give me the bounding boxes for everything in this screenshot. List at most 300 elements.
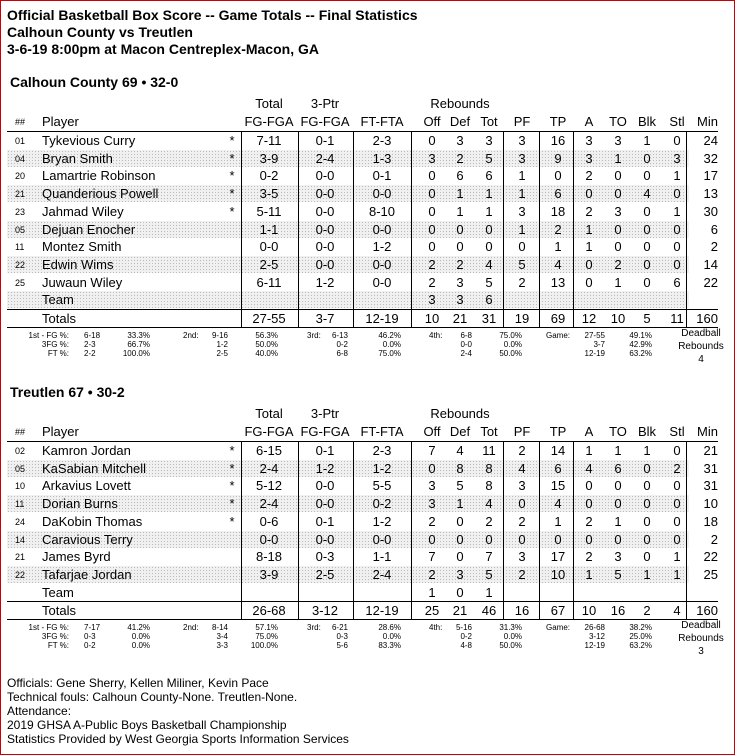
total-blk: 2 [643, 603, 651, 619]
cell-tp: 2-5 [315, 566, 335, 582]
split-2nd-made: 8-14 [211, 623, 228, 633]
cell-off: 0 [428, 203, 436, 219]
cell-def: 3 [456, 133, 464, 148]
cell-tot: 0 [485, 221, 493, 237]
totals-divider [7, 601, 718, 602]
column-header: PF [513, 114, 531, 129]
cell-name: DaKobin Thomas [42, 513, 143, 529]
cell-to: 1 [614, 150, 622, 166]
column-header: FT-FTA [360, 424, 404, 439]
cell-off: 0 [428, 133, 436, 148]
cell-fg: 3-5 [259, 186, 279, 202]
cell-name: Juwaun Wiley [42, 274, 123, 290]
cell-tot: 5 [485, 274, 493, 290]
cell-def: 2 [456, 256, 464, 272]
cell-min: 2 [710, 531, 718, 547]
column-divider [573, 131, 574, 327]
cell-to: 1 [614, 443, 622, 458]
column-divider [686, 131, 687, 327]
cell-min: 22 [703, 549, 718, 565]
cell-fg: 5-11 [256, 203, 282, 219]
cell-def: 1 [456, 186, 464, 202]
cell-st: * [229, 443, 235, 458]
cell-fg: 7-11 [256, 133, 282, 148]
cell-stl: 2 [673, 460, 681, 476]
cell-tot: 4 [485, 256, 493, 272]
split-2nd-pct: 75.0% [255, 632, 278, 642]
cell-st: * [229, 168, 235, 184]
column-header: FG-FGA [300, 114, 350, 129]
split-label: 3FG %: [41, 340, 69, 349]
cell-tp: 0-0 [315, 531, 335, 547]
cell-off: 0 [428, 460, 436, 476]
attendance: Attendance: [7, 704, 72, 718]
total-to: 16 [610, 603, 626, 619]
cell-a: 1 [585, 566, 593, 582]
column-header: FG-FGA [244, 114, 294, 129]
cell-off: 2 [428, 274, 436, 290]
cell-ft: 1-2 [372, 239, 392, 255]
cell-min: 32 [703, 150, 718, 166]
cell-tot: 6 [485, 292, 493, 308]
officials: Officials: Gene Sherry, Kellen Miliner, Kevin Pace [7, 676, 269, 690]
cell-ft: 5-5 [372, 478, 392, 494]
column-divider [503, 441, 504, 619]
cell-no: 11 [15, 499, 25, 510]
total-tp: 3-7 [315, 311, 335, 326]
cell-tp: 0-0 [315, 239, 335, 255]
split-1st-made: 6-18 [84, 331, 101, 340]
cell-tp: 0-1 [315, 513, 335, 529]
cell-pf: 1 [518, 221, 526, 237]
totals-label: Totals [42, 603, 76, 619]
column-header: Stl [669, 424, 685, 439]
team-title: Calhoun County 69 • 32-0 [10, 74, 179, 90]
period-label: Game: [546, 623, 571, 633]
cell-name: Lamartrie Robinson [42, 168, 156, 184]
cell-min: 31 [703, 460, 718, 476]
cell-st: * [229, 186, 235, 202]
cell-stl: 1 [673, 168, 681, 184]
split-3rd-pct: 75.0% [378, 349, 401, 358]
cell-st: * [229, 478, 235, 494]
column-header: TO [609, 114, 627, 129]
cell-to: 1 [614, 274, 622, 290]
cell-to: 5 [614, 566, 622, 582]
cell-fg: 2-4 [259, 460, 279, 476]
cell-no: 25 [15, 277, 26, 288]
split-1st-pct: 66.7% [127, 340, 150, 349]
cell-tp: 0-0 [315, 256, 335, 272]
split-3rd-made: 6-8 [336, 349, 348, 358]
total-tot: 46 [481, 603, 497, 619]
split-3rd-made: 6-21 [331, 623, 348, 633]
split-3rd-pct: 28.6% [378, 623, 401, 633]
cell-tot: 3 [485, 133, 493, 148]
split-2nd-made: 3-3 [216, 641, 228, 651]
cell-name: Edwin Wims [42, 256, 114, 272]
cell-fg: 0-0 [259, 531, 279, 547]
cell-tot: 5 [485, 150, 493, 166]
cell-a: 3 [585, 150, 593, 166]
cell-blk: 0 [643, 239, 651, 255]
cell-off: 0 [428, 186, 436, 202]
cell-off: 3 [428, 478, 436, 494]
column-header: Def [449, 424, 471, 439]
cell-to: 0 [614, 221, 622, 237]
cell-tot: 8 [485, 460, 493, 476]
cell-def: 1 [456, 496, 464, 512]
cell-to: 0 [614, 168, 622, 184]
cell-fg: 0-2 [259, 168, 279, 184]
game-datetime: 3-6-19 8:00pm at Macon Centreplex-Macon, GA [7, 41, 319, 57]
cell-def: 8 [456, 460, 464, 476]
cell-to: 0 [614, 239, 622, 255]
cell-pts: 17 [550, 549, 566, 565]
cell-pts: 18 [550, 203, 566, 219]
column-header: TO [609, 424, 627, 439]
cell-st: * [229, 203, 235, 219]
cell-def: 3 [456, 566, 464, 582]
cell-pf: 2 [518, 443, 526, 458]
split-2nd-made: 1-2 [216, 340, 228, 349]
total-stl: 11 [670, 311, 684, 326]
column-header: ## [15, 427, 26, 437]
total-off: 10 [424, 311, 440, 326]
cell-pf: 2 [518, 274, 526, 290]
split-1st-pct: 33.3% [127, 331, 150, 340]
cell-a: 2 [585, 168, 593, 184]
cell-name: James Byrd [42, 549, 111, 565]
cell-ft: 0-0 [372, 221, 392, 237]
deadball-rebounds: Rebounds [678, 633, 724, 645]
split-2nd-made: 3-4 [216, 632, 228, 642]
column-header: TP [549, 424, 567, 439]
column-divider [686, 441, 687, 619]
cell-blk: 0 [643, 203, 651, 219]
cell-fg: 2-5 [259, 256, 279, 272]
cell-stl: 0 [673, 186, 681, 202]
cell-min: 31 [703, 478, 718, 494]
split-3rd-made: 5-6 [336, 641, 348, 651]
split-1st-made: 2-3 [84, 340, 96, 349]
cell-fg: 3-9 [259, 150, 279, 166]
cell-blk: 1 [643, 133, 651, 148]
column-divider [353, 131, 354, 327]
total-def: 21 [452, 311, 468, 326]
cell-st: * [229, 150, 235, 166]
cell-to: 0 [614, 186, 622, 202]
cell-min: 10 [703, 496, 718, 512]
cell-def: 0 [456, 584, 464, 600]
column-header: Blk [637, 424, 657, 439]
technical-fouls: Technical fouls: Calhoun County-None. Treutlen-None. [7, 690, 298, 704]
total-pf: 19 [514, 311, 530, 326]
cell-blk: 0 [643, 460, 651, 476]
stats-provider: Statistics Provided by West Georgia Sports Information Services [7, 732, 349, 746]
cell-pts: 4 [554, 256, 562, 272]
cell-blk: 0 [643, 549, 651, 565]
total-blk: 5 [643, 311, 651, 326]
cell-fg: 3-9 [259, 566, 279, 582]
total-fg: 26-68 [252, 603, 286, 619]
cell-pts: 1 [554, 239, 562, 255]
cell-no: 23 [15, 206, 26, 217]
cell-fg: 0-0 [259, 239, 279, 255]
cell-blk: 4 [643, 186, 651, 202]
column-header: Off [423, 424, 441, 439]
split-game-pct: 38.2% [629, 623, 652, 633]
cell-pts: 4 [554, 496, 562, 512]
cell-pf: 4 [518, 460, 526, 476]
total-tp: 3-12 [311, 603, 339, 619]
split-4th-made: 0-2 [460, 632, 472, 642]
column-divider [298, 131, 299, 327]
cell-name: Arkavius Lovett [42, 478, 131, 494]
total-off: 25 [424, 603, 440, 619]
split-4th-made: 0-0 [460, 340, 472, 349]
cell-stl: 1 [673, 549, 681, 565]
cell-no: 21 [15, 189, 26, 200]
cell-pf: 2 [518, 513, 526, 529]
totals-label: Totals [42, 311, 76, 326]
cell-off: 0 [428, 221, 436, 237]
column-divider [353, 441, 354, 619]
cell-no: 01 [15, 136, 26, 146]
player-row [7, 584, 689, 601]
column-divider [241, 441, 242, 619]
total-ft: 12-19 [365, 311, 399, 326]
column-header: FG-FGA [300, 424, 350, 439]
cell-ft: 1-3 [372, 150, 392, 166]
cell-def: 2 [456, 150, 464, 166]
cell-tot: 7 [485, 549, 493, 565]
total-pts: 67 [550, 603, 566, 619]
cell-tp: 0-0 [315, 478, 335, 494]
cell-pts: 2 [554, 221, 562, 237]
period-label: 2nd: [183, 623, 199, 633]
split-4th-pct: 0.0% [503, 632, 522, 642]
split-4th-made: 4-8 [460, 641, 472, 651]
cell-tp: 0-0 [315, 496, 335, 512]
cell-to: 3 [614, 549, 622, 565]
cell-fg: 6-15 [255, 443, 283, 458]
cell-a: 0 [585, 256, 593, 272]
cell-fg: 8-18 [255, 549, 283, 565]
cell-st: * [229, 496, 235, 512]
cell-no: 04 [15, 153, 26, 164]
cell-min: 14 [703, 256, 718, 272]
split-label: 1st - FG %: [28, 331, 69, 340]
cell-off: 0 [428, 531, 436, 547]
split-4th-pct: 0.0% [503, 340, 522, 349]
cell-off: 3 [428, 150, 436, 166]
cell-name: Bryan Smith [42, 150, 113, 166]
cell-stl: 1 [673, 203, 681, 219]
cell-blk: 0 [643, 150, 651, 166]
cell-to: 0 [614, 496, 622, 512]
period-label: 2nd: [183, 331, 199, 340]
cell-tp: 0-1 [315, 133, 335, 148]
cell-def: 0 [456, 531, 464, 547]
column-divider [539, 131, 540, 327]
cell-blk: 1 [643, 443, 651, 458]
header-3ptr: 3-Ptr [310, 96, 340, 111]
total-a: 12 [581, 311, 597, 326]
cell-blk: 0 [643, 168, 651, 184]
cell-a: 2 [585, 203, 593, 219]
cell-def: 0 [456, 513, 464, 529]
cell-off: 2 [428, 513, 436, 529]
cell-no: 05 [15, 463, 26, 474]
cell-tot: 11 [482, 443, 496, 458]
split-2nd-pct: 56.3% [255, 331, 278, 340]
column-divider [503, 131, 504, 327]
column-divider [411, 441, 412, 619]
cell-a: 1 [585, 221, 593, 237]
cell-pts: 16 [550, 133, 566, 148]
split-3rd-pct: 83.3% [378, 641, 401, 651]
cell-a: 3 [585, 133, 593, 148]
split-game-pct: 63.2% [629, 641, 652, 651]
column-header: Blk [637, 114, 657, 129]
split-2nd-made: 2-5 [216, 349, 228, 358]
cell-tot: 4 [485, 496, 493, 512]
column-header: Off [423, 114, 441, 129]
cell-to: 3 [614, 203, 622, 219]
cell-pf: 2 [518, 566, 526, 582]
cell-tp: 0-1 [315, 443, 335, 458]
deadball-rebounds: 3 [698, 646, 704, 658]
cell-def: 4 [456, 443, 464, 458]
cell-tp: 2-4 [315, 150, 335, 166]
cell-to: 2 [614, 256, 622, 272]
cell-def: 3 [456, 274, 464, 290]
cell-pts: 14 [550, 443, 566, 458]
cell-name: KaSabian Mitchell [42, 460, 147, 476]
cell-blk: 1 [643, 566, 651, 582]
split-2nd-pct: 40.0% [255, 349, 278, 358]
totals-bottom-divider [7, 619, 718, 620]
split-game-made: 12-19 [584, 349, 605, 358]
cell-fg: 2-4 [259, 496, 279, 512]
cell-off: 7 [428, 443, 436, 458]
column-header: A [584, 114, 594, 129]
cell-stl: 0 [673, 443, 681, 458]
cell-to: 0 [614, 478, 622, 494]
cell-min: 22 [703, 274, 718, 290]
cell-st: * [229, 460, 235, 476]
deadball-rebounds: Rebounds [678, 341, 724, 352]
split-4th-made: 6-8 [460, 331, 472, 340]
cell-ft: 0-0 [372, 256, 392, 272]
split-2nd-pct: 57.1% [255, 623, 278, 633]
cell-tot: 0 [485, 531, 493, 547]
cell-off: 3 [428, 292, 436, 308]
cell-pf: 1 [518, 168, 526, 184]
cell-no: 22 [15, 569, 26, 580]
cell-pf: 3 [518, 478, 526, 494]
split-label: FT %: [47, 349, 69, 358]
cell-tot: 8 [485, 478, 493, 494]
deadball-rebounds: 4 [698, 354, 704, 365]
column-divider [411, 131, 412, 327]
cell-blk: 0 [643, 531, 651, 547]
totals-divider [7, 309, 718, 310]
split-3rd-made: 0-2 [336, 340, 348, 349]
total-def: 21 [452, 603, 468, 619]
cell-tp: 1-2 [315, 460, 335, 476]
split-game-made: 26-68 [584, 623, 605, 633]
cell-tot: 1 [485, 584, 493, 600]
cell-def: 0 [456, 549, 464, 565]
cell-pts: 6 [554, 460, 562, 476]
cell-def: 0 [456, 239, 464, 255]
cell-stl: 0 [673, 496, 681, 512]
split-game-pct: 63.2% [629, 349, 652, 358]
cell-pts: 6 [554, 186, 562, 202]
cell-stl: 0 [673, 239, 681, 255]
cell-no: 10 [15, 481, 26, 492]
player-row [7, 291, 689, 308]
cell-off: 7 [428, 549, 436, 565]
cell-stl: 0 [673, 531, 681, 547]
column-header: Tot [480, 114, 498, 129]
column-header: Tot [480, 424, 498, 439]
cell-stl: 6 [673, 274, 681, 290]
split-label: FT %: [47, 641, 69, 651]
cell-a: 0 [585, 478, 593, 494]
split-1st-pct: 0.0% [131, 641, 150, 651]
cell-pf: 0 [518, 531, 526, 547]
column-header: Player [42, 114, 79, 129]
cell-tp: 0-0 [315, 168, 335, 184]
cell-blk: 0 [643, 256, 651, 272]
cell-stl: 3 [673, 150, 681, 166]
split-1st-made: 0-2 [84, 641, 96, 651]
total-to: 10 [610, 311, 626, 326]
split-label: 1st - FG %: [28, 623, 69, 633]
cell-no: 05 [15, 224, 26, 235]
split-game-made: 3-12 [588, 632, 605, 642]
total-a: 10 [581, 603, 597, 619]
cell-fg: 5-12 [255, 478, 283, 494]
cell-name: Quanderious Powell [42, 186, 159, 202]
period-label: 4th: [429, 331, 443, 340]
cell-pts: 9 [554, 150, 562, 166]
cell-a: 0 [585, 496, 593, 512]
total-min: 160 [696, 603, 718, 619]
split-label: 3FG %: [41, 632, 69, 642]
cell-def: 3 [456, 292, 464, 308]
period-label: Game: [546, 331, 571, 340]
cell-no: 02 [15, 446, 26, 456]
split-1st-made: 7-17 [84, 623, 101, 633]
column-header: TP [549, 114, 567, 129]
cell-name: Kamron Jordan [42, 443, 131, 458]
cell-a: 4 [585, 460, 593, 476]
split-3rd-pct: 0.0% [382, 340, 401, 349]
cell-ft: 0-0 [372, 531, 392, 547]
cell-name: Jahmad Wiley [42, 203, 124, 219]
cell-pf: 0 [518, 496, 526, 512]
cell-tot: 5 [485, 566, 493, 582]
split-game-made: 12-19 [584, 641, 605, 651]
split-1st-made: 0-3 [84, 632, 96, 642]
cell-fg: 0-6 [259, 513, 279, 529]
cell-name: Dorian Burns [42, 496, 118, 512]
period-label: 3rd: [307, 331, 321, 340]
